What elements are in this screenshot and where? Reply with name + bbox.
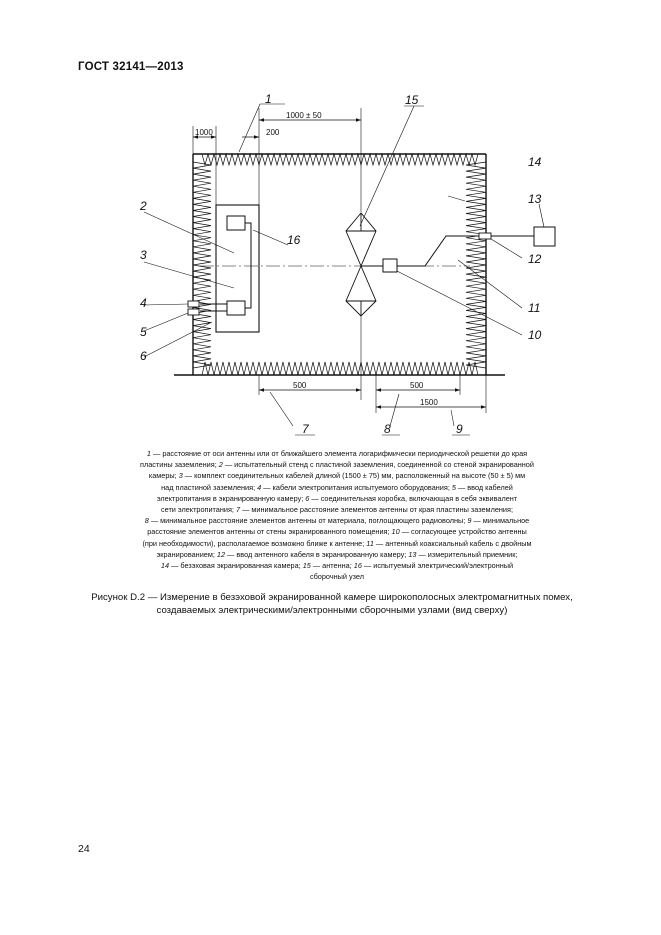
legend-text: — согласующее устройство антенны	[399, 527, 527, 537]
legend-text: — минимальное	[471, 516, 530, 526]
legend-line	[108, 459, 566, 470]
legend-text: — комплект соединительных кабелей длиной (1500 ± 75) мм, расположенный на высоте (50 ± 5) мм	[182, 471, 526, 481]
callout-2: 2	[140, 199, 147, 213]
legend-ref-number: 10	[391, 527, 400, 537]
absorber-strip	[466, 162, 486, 368]
absorber-strip	[202, 154, 478, 165]
legend-line	[108, 482, 566, 493]
absorber-strip	[202, 362, 478, 375]
radio-absorber-cones	[193, 154, 486, 375]
callout-10: 10	[528, 328, 542, 342]
callout-16: 16	[287, 233, 301, 247]
legend-ref-number: 4	[257, 482, 262, 492]
legend-ref-number: 16	[353, 561, 362, 571]
absorber-strip	[193, 162, 211, 368]
legend-ref-number: 5	[451, 482, 456, 492]
dim-1000-wall-to-plane: 1000	[195, 128, 213, 137]
figure-caption	[82, 591, 582, 617]
legend-text: расстояние элементов антенны от стены экранированного помещения;	[147, 527, 392, 537]
dim-500-right: 500	[410, 381, 424, 390]
legend-text: — безэховая экранированная камера;	[169, 561, 303, 571]
legend-text: сборочный узел	[309, 572, 364, 582]
figure-legend	[108, 448, 566, 582]
legend-text: — минимальное расстояние элементов антенны от материала, поглощающего радиоволны;	[148, 516, 468, 526]
callout-15: 15	[405, 93, 419, 107]
chamber-walls	[174, 154, 505, 375]
legend-text: над пластиной заземления;	[161, 482, 258, 492]
legend-text: — измерительный приемник;	[416, 549, 518, 559]
dimension-arrowheads	[193, 118, 486, 409]
legend-ref-number: 11	[366, 538, 374, 548]
caption-line-1: Рисунок D.2 — Измерение в безэховой экранированной камере широкополосных электромагнитных помех,	[91, 592, 573, 603]
legend-text: камеры;	[148, 471, 179, 481]
legend-ref-number: 3	[178, 471, 183, 481]
legend-text: электропитания в экранированную камеру;	[156, 493, 306, 503]
callout-9: 9	[456, 422, 463, 436]
legend-ref-number: 2	[218, 460, 223, 470]
legend-text: — ввод антенного кабеля в экранированную камеру;	[225, 549, 409, 559]
junction-box	[227, 301, 245, 315]
coaxial-antenna-cable	[397, 236, 479, 266]
legend-text: — антенный коаксиальный кабель с двойным	[373, 538, 532, 548]
legend-text: — расстояние от оси антенны или от ближайшего элемента логарифмически периодической решетки до края	[150, 449, 528, 458]
measuring-receiver	[534, 227, 555, 246]
antenna-matching-device	[383, 259, 397, 272]
legend-ref-number: 8	[144, 516, 149, 526]
legend-text: (при необходимости), располагаемое возможно ближе к антенне;	[142, 538, 367, 548]
legend-ref-number: 15	[302, 561, 311, 571]
legend-ref-number: 6	[305, 493, 310, 503]
legend-text: — антенна;	[310, 561, 354, 571]
dim-500-left: 500	[293, 381, 307, 390]
legend-ref-number: 13	[408, 549, 417, 559]
callout-4: 4	[140, 296, 147, 310]
legend-text: — минимальное расстояние элементов антенны от края пластины заземления;	[240, 505, 513, 515]
legend-line	[108, 526, 566, 537]
legend-line	[108, 538, 566, 549]
dim-1000-antenna-distance: 1000 ± 50	[286, 111, 322, 120]
antenna-cable-entry	[479, 233, 491, 239]
callout-5: 5	[140, 325, 147, 339]
dimension-lines	[193, 120, 486, 407]
legend-line	[108, 515, 566, 526]
cable-harness	[245, 223, 251, 308]
callout-3: 3	[140, 248, 147, 262]
dim-1500: 1500	[420, 398, 438, 407]
legend-text: пластины заземления;	[140, 460, 219, 470]
dim-200: 200	[266, 128, 280, 137]
legend-line	[108, 470, 566, 481]
callout-12: 12	[528, 252, 542, 266]
document-code-header: ГОСТ 32141—2013	[78, 61, 184, 73]
legend-ref-number: 14	[160, 561, 170, 571]
legend-text: — кабели электропитания испытуемого оборудования;	[261, 482, 452, 492]
legend-ref-number: 9	[467, 516, 472, 526]
power-cables	[200, 304, 227, 311]
legend-ref-number: 1	[146, 449, 151, 458]
callout-6: 6	[140, 349, 147, 363]
legend-text: — испытуемый электрический/электронный	[361, 561, 514, 571]
callout-1: 1	[265, 92, 272, 106]
legend-line	[108, 493, 566, 504]
legend-line	[108, 549, 566, 560]
callout-8: 8	[384, 422, 391, 436]
callout-14: 14	[528, 155, 542, 169]
legend-line	[108, 560, 566, 571]
legend-text: — ввод кабелей	[455, 482, 513, 492]
legend-ref-number: 7	[235, 505, 241, 515]
legend-text: — испытательный стенд с пластиной заземления, соединенной со стеной экранированной	[222, 460, 534, 470]
callout-13: 13	[528, 192, 542, 206]
legend-line	[108, 448, 566, 459]
legend-text: сети электропитания;	[161, 505, 236, 515]
chamber-diagram	[0, 0, 661, 440]
callout-7: 7	[302, 422, 309, 436]
callout-11: 11	[528, 301, 541, 315]
caption-line-2: создаваемых электрическими/электронными сборочными узлами (вид сверху)	[156, 605, 508, 616]
legend-text: экранированием;	[156, 549, 217, 559]
legend-line	[108, 504, 566, 515]
legend-text: — соединительная коробка, включающая в себя эквивалент	[309, 493, 518, 503]
page-number: 24	[78, 843, 90, 855]
legend-line	[108, 571, 566, 582]
biconical-antenna	[346, 213, 376, 316]
equipment-under-test	[227, 216, 245, 230]
legend-ref-number: 12	[216, 549, 226, 559]
